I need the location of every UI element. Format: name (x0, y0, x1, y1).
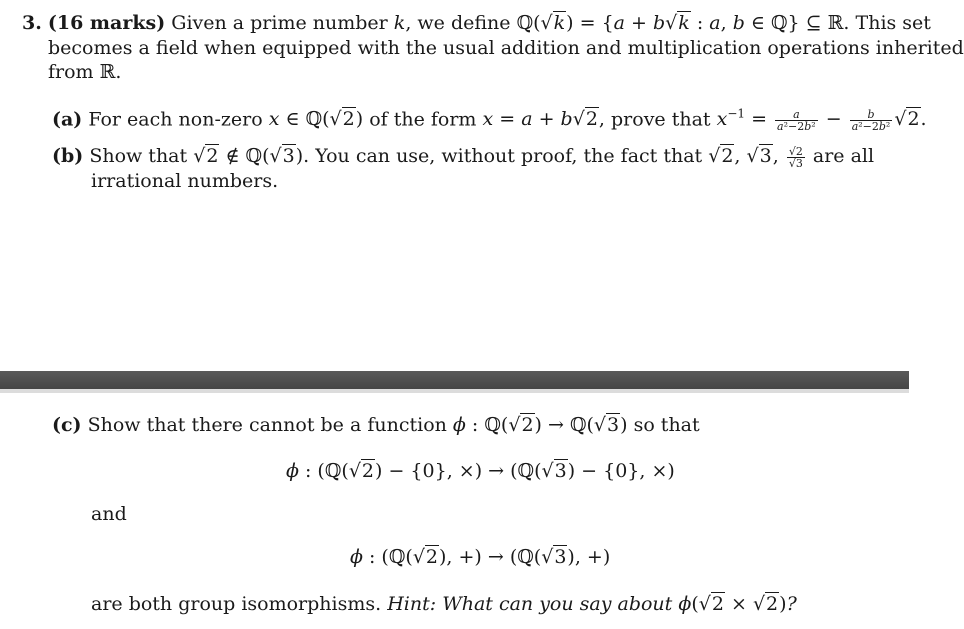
intro-line-3: from ℝ. (48, 61, 122, 83)
question-marks: (16 marks) (47, 12, 166, 34)
part-b-line-2: irrational numbers. (91, 170, 279, 192)
math-x-form: x = a + b√2, (482, 108, 605, 131)
part-b-label: (b) (52, 145, 84, 167)
question-header: 3. (16 marks) Given a prime number k, we define ℚ(√k) = {a + b√k : a, b ∈ ℚ} ⊆ ℝ. This set (22, 12, 931, 34)
part-a-label: (a) (52, 108, 83, 131)
math-field-definition: ℚ(√k) = {a + b√k : a, b ∈ ℚ} ⊆ ℝ. (516, 12, 850, 34)
math-inverse-formula: $x^{-1}$ = $\frac{a}{\text{a²−2b²}}$ − $\frac{b}{\text{a²−2b²}}$ √2. (716, 107, 927, 133)
question-number: 3. (22, 12, 42, 34)
math-sqrt2-notin: √2 ∉ ℚ(√3). (193, 145, 310, 167)
hint-label: Hint: (387, 593, 437, 615)
math-additive-iso: ϕ : (ℚ(√2), +) → (ℚ(√3), +) (350, 546, 611, 568)
intro-text-3: This set (855, 12, 931, 34)
part-c-label: (c) (52, 414, 82, 436)
intro-text-2: we define (417, 12, 511, 34)
math-hint-expr: ϕ(√2 × √2)? (678, 593, 797, 615)
math-irrationals: √2, √3, $\frac{√2}{√3}$ (708, 144, 803, 170)
part-c: (c) Show that there cannot be a function ϕ : ℚ(√2) → ℚ(√3) so that (52, 414, 700, 436)
intro-line-2: becomes a field when equipped with the usual addition and multiplication operations inherited (48, 37, 964, 59)
math-k: k (393, 12, 406, 34)
part-b: (b) Show that √2 ∉ ℚ(√3). You can use, without proof, the fact that √2, √3, $\frac{√2}{√3}$ are all (52, 144, 875, 170)
part-a: (a) For each non-zero x ∈ ℚ(√2) of the form x = a + b√2, prove that $x^{-1}$ = $\frac{a}{\text{a²−2b²}}$ − $\frac{b}{\text{a²−2b²}}$ √2. (52, 107, 927, 133)
math-phi-map: ϕ : ℚ(√2) → ℚ(√3) (452, 414, 628, 436)
math-x-in-q-sqrt2: x ∈ ℚ(√2) (268, 108, 364, 131)
page-gap (0, 389, 909, 393)
math-multiplicative-iso: ϕ : (ℚ(√2) − {0}, ×) → (ℚ(√3) − {0}, ×) (286, 460, 675, 482)
intro-text-1: Given a prime number (171, 12, 388, 34)
and-text: and (91, 503, 127, 525)
page-divider (0, 371, 909, 389)
hint-text: What can you say about (442, 593, 673, 615)
math-reals: ℝ. (99, 61, 122, 83)
part-c-conclusion: are both group isomorphisms. Hint: What can you say about ϕ(√2 × √2)? (91, 593, 797, 615)
